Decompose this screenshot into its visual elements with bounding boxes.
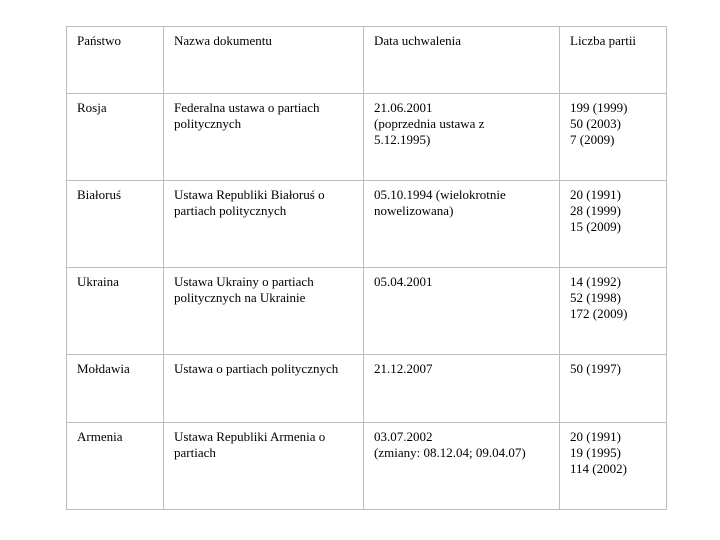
document-cell: Ustawa Republiki Armenia o partiach bbox=[164, 423, 364, 510]
country-cell: Ukraina bbox=[67, 268, 164, 355]
country-cell: Rosja bbox=[67, 94, 164, 181]
table-row bbox=[67, 423, 667, 510]
document-cell: Federalna ustawa o partiach politycznych bbox=[164, 94, 364, 181]
document-cell: Ustawa Republiki Białoruś o partiach politycznych bbox=[164, 181, 364, 268]
country-cell: Armenia bbox=[67, 423, 164, 510]
date-cell: 03.07.2002 (zmiany: 08.12.04; 09.04.07) bbox=[364, 423, 560, 510]
document-cell: Ustawa Ukrainy o partiach politycznych na Ukrainie bbox=[164, 268, 364, 355]
date-cell: 21.06.2001 (poprzednia ustawa z 5.12.1995) bbox=[364, 94, 560, 181]
table-row bbox=[67, 181, 667, 268]
country-cell: Mołdawia bbox=[67, 355, 164, 423]
parties-cell: 20 (1991) 28 (1999) 15 (2009) bbox=[560, 181, 667, 268]
date-cell: 05.04.2001 bbox=[364, 268, 560, 355]
header-cell-date: Data uchwalenia bbox=[364, 27, 560, 94]
parties-cell: 20 (1991) 19 (1995) 114 (2002) bbox=[560, 423, 667, 510]
table-row bbox=[67, 355, 667, 423]
table-row bbox=[67, 94, 667, 181]
country-cell: Białoruś bbox=[67, 181, 164, 268]
parties-table bbox=[66, 26, 667, 510]
table-row bbox=[67, 268, 667, 355]
parties-cell: 50 (1997) bbox=[560, 355, 667, 423]
header-cell-country: Państwo bbox=[67, 27, 164, 94]
document-cell: Ustawa o partiach politycznych bbox=[164, 355, 364, 423]
date-cell: 05.10.1994 (wielokrotnie nowelizowana) bbox=[364, 181, 560, 268]
date-cell: 21.12.2007 bbox=[364, 355, 560, 423]
table-header-row bbox=[67, 27, 667, 94]
header-cell-document: Nazwa dokumentu bbox=[164, 27, 364, 94]
parties-cell: 14 (1992) 52 (1998) 172 (2009) bbox=[560, 268, 667, 355]
header-cell-parties: Liczba partii bbox=[560, 27, 667, 94]
parties-cell: 199 (1999) 50 (2003) 7 (2009) bbox=[560, 94, 667, 181]
